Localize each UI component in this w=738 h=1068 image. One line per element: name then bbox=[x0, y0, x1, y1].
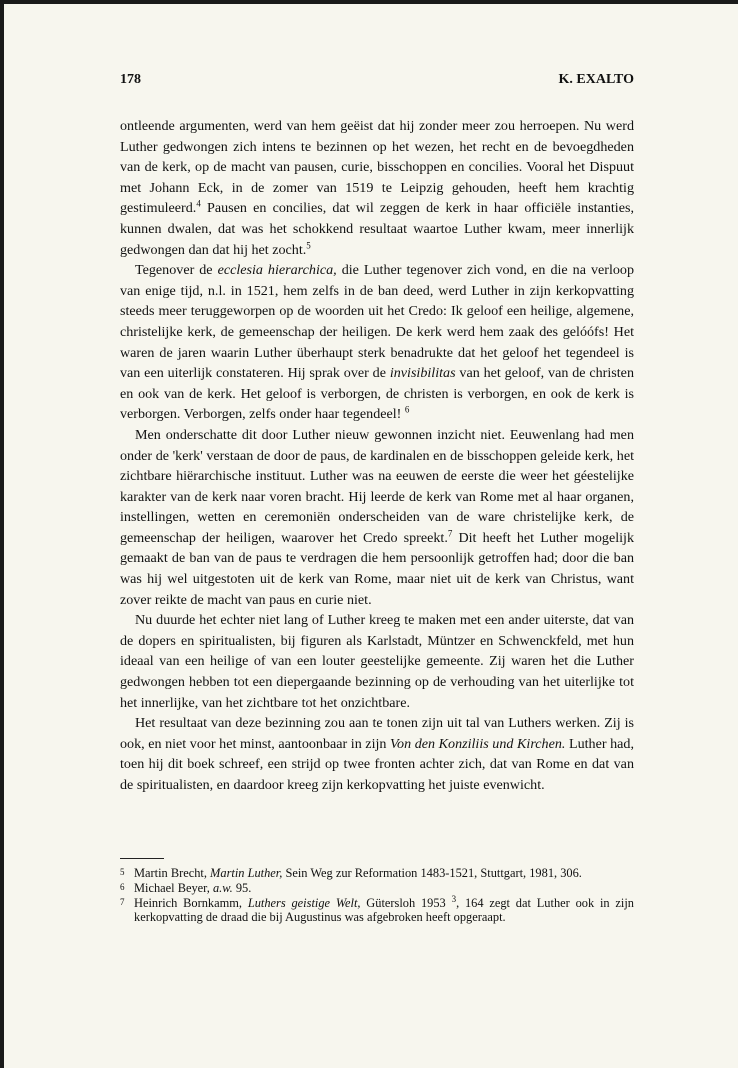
paragraph bbox=[120, 116, 634, 260]
scan-edge-left bbox=[0, 0, 4, 1068]
footnotes bbox=[120, 866, 634, 925]
footnote-divider bbox=[120, 858, 164, 859]
paragraph bbox=[120, 610, 634, 713]
footnote bbox=[120, 866, 634, 881]
footnote-number: 5 bbox=[120, 867, 125, 877]
text-run: Gütersloh 1953 bbox=[360, 895, 452, 910]
text-run: van het geloof, van de christen en ook van de kerk. Het geloof is verborgen, de christen is verborgen, en ook de kerk is verborgen. Verborgen, zelfs onder haar tegendeel! bbox=[120, 365, 634, 423]
body-text bbox=[120, 116, 634, 796]
text-run: Sein Weg zur Reformation 1483-1521, Stuttgart, 1981, 306. bbox=[282, 866, 582, 880]
text-run: Martin Brecht, bbox=[134, 866, 211, 880]
footnote-text bbox=[134, 893, 634, 926]
page-number: 178 bbox=[120, 72, 141, 87]
footnote-number: 6 bbox=[120, 881, 125, 892]
running-header bbox=[120, 72, 634, 88]
footnote bbox=[120, 881, 634, 896]
text-run: Het resultaat van deze bezinning zou aan te tonen zijn uit tal van Luthers werken. Zij is ook, en niet voor het minst, aantoonbaar in zijn bbox=[120, 715, 634, 752]
paragraph bbox=[120, 260, 634, 425]
footnote bbox=[120, 893, 634, 926]
text-run: Dit heeft het Luther mogelijk gemaakt de ban van de paus te verdragen die hem persoonlijk getroffen had; door die ban was hij wel uitgestoten uit de kerk van Rome, maar niet uit de kerk van Christus, want zover reikte de macht van paus en curie niet. bbox=[120, 529, 634, 608]
text-run: die Luther tegenover zich vond, en die na verloop van enige tijd, n.l. in 1521, hem zelfs in de ban deed, werd Luther in zijn kerkopvatting steeds meer teruggeworpen op de woorden uit het Credo: Ik geloof een heilige, algemene, christelijke kerk, de gemeenschap der heiligen. De kerk werd hem zaak des gelóófs! Het waren de jaren waarin Luther überhaupt sterk benadrukte dat het geloof het tegendeel is van een uiterlijk constateren. Hij sprak over de bbox=[120, 262, 635, 382]
italic-text: a.w. bbox=[212, 880, 233, 895]
text-run: Michael Beyer, bbox=[134, 880, 213, 895]
italic-text: ecclesia hierarchica, bbox=[217, 262, 337, 279]
text-run: Heinrich Bornkamm, bbox=[134, 895, 248, 910]
paragraph bbox=[120, 713, 634, 795]
running-title: K. EXALTO bbox=[558, 72, 634, 87]
text-run: Nu duurde het echter niet lang of Luther kreeg te maken met een ander uiterste, dat van de dopers en spiritualisten, bij figuren als Karlstadt, Müntzer en Schwenckfeld, met hun ideaal van een heilige of van een louter geestelijke gemeente. Zij waren het die Luther gedwongen hebben tot een diepergaande bezinning op de verhouding van het uiterlijke tot het innerlijke, van het zichtbare tot het onzichtbare. bbox=[120, 612, 634, 711]
footnote-ref: 7 bbox=[447, 528, 453, 539]
footnote-number: 7 bbox=[120, 896, 125, 907]
text-run: 95. bbox=[232, 880, 252, 895]
text-run: Pausen en concilies, dat wil zeggen de kerk in haar officiële instanties, kunnen dwalen, dat was het schokkend resultaat waartoe Luther kwam, meer innerlijk gedwongen dan dat hij het zocht. bbox=[120, 200, 634, 258]
paragraph bbox=[120, 425, 634, 610]
footnote-ref: 4 bbox=[196, 198, 201, 209]
footnote-ref: 6 bbox=[404, 404, 410, 415]
text-run: , 164 zegt dat Luther ook in zijn kerkopvatting de draad die bij Augustinus was afgebroken heeft opgeraapt. bbox=[134, 895, 634, 925]
scan-edge-top bbox=[0, 0, 738, 4]
text-run: ontleende argumenten, werd van hem geëist dat hij zonder meer zou herroepen. Nu werd Luther gedwongen zich intens te bezinnen op het wezen, het recht en de bevoegdheden van de kerk, op de macht van pausen, curie, bisschoppen en concilies. Vooral het Dispuut met Johann Eck, in de zomer van 1519 te Leipzig gehouden, heeft hem krachtig gestimuleerd. bbox=[120, 118, 634, 217]
italic-text: invisibilitas bbox=[389, 365, 456, 382]
footnote-ref: 5 bbox=[306, 239, 311, 250]
text-run: Men onderschatte dit door Luther nieuw gewonnen inzicht niet. Eeuwenlang had men onder de 'kerk' verstaan de door de paus, de kardinalen en de bisschoppen geleide kerk, het zichtbare hiërarchische instituut. Luther was na eeuwen de eerste die weer het géestelijke karakter van de kerk naar voren bracht. Hij leerde de kerk van Rome met al haar organen, instellingen, wetten en ceremoniën onderscheiden van de ware christelijke kerk, de gemeenschap der heiligen, waarover het Credo spreekt. bbox=[120, 426, 634, 546]
text-run: Tegenover de bbox=[135, 262, 218, 279]
italic-text: Luthers geistige Welt, bbox=[247, 895, 361, 910]
footnote-text bbox=[134, 866, 634, 881]
footnote-ref: 3 bbox=[451, 893, 457, 904]
italic-text: Martin Luther, bbox=[210, 866, 283, 880]
italic-text: Von den Konziliis und Kirchen. bbox=[390, 735, 566, 752]
footnote-text bbox=[134, 881, 634, 896]
text-run: Luther had, toen hij dit boek schreef, een strijd op twee fronten achter zich, dat van Rome en dat van de spiritualisten, en daardoor kreeg zijn kerkopvatting het juiste evenwicht. bbox=[120, 735, 634, 793]
